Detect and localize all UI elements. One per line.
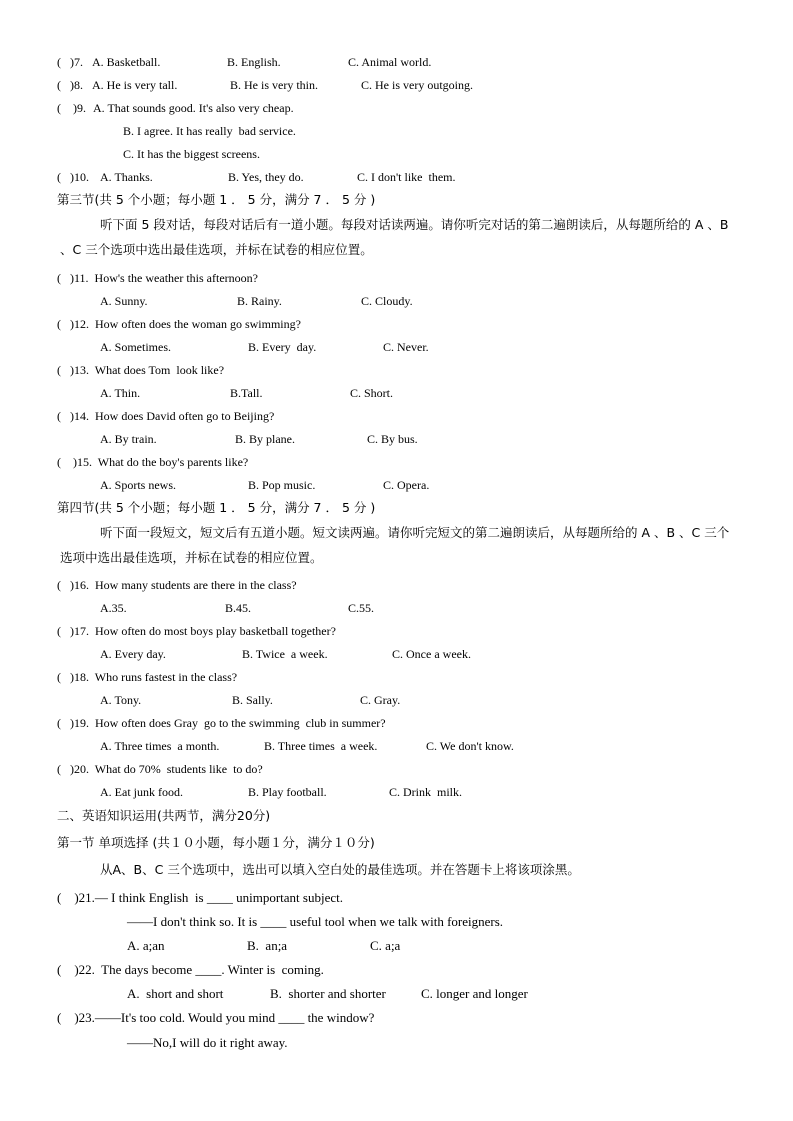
q15-option-c[interactable]: C. Opera. [383, 478, 430, 492]
q10-option-a[interactable]: A. Thanks. [100, 170, 153, 184]
section3-heading: 第三节(共 5 个小题；每小题 1 ． 5 分，满分 7 ． 5 分 ) [57, 192, 376, 207]
q7-option-c[interactable]: C. Animal world. [348, 55, 432, 69]
q16-option-a[interactable]: A.35. [100, 601, 127, 615]
q21-reply: ——I don't think so. It is ____ useful tool when we talk with foreigners. [127, 914, 504, 929]
q12-option-a[interactable]: A. Sometimes. [100, 340, 171, 354]
q22-option-b[interactable]: B. shorter and shorter [270, 986, 386, 1001]
q9-stem: ( )9. [57, 101, 86, 115]
q18-option-b[interactable]: B. Sally. [232, 693, 273, 707]
q11-option-b[interactable]: B. Rainy. [237, 294, 282, 308]
q12-stem: ( )12. How often does the woman go swimming? [57, 317, 301, 331]
q16-stem: ( )16. How many students are there in the class? [57, 578, 297, 592]
q12-option-c[interactable]: C. Never. [383, 340, 429, 354]
q12-option-b[interactable]: B. Every day. [248, 340, 317, 354]
q15-option-b[interactable]: B. Pop music. [248, 478, 316, 492]
q8-stem: ( )8. [57, 78, 83, 92]
q17-option-a[interactable]: A. Every day. [100, 647, 166, 661]
q11-option-c[interactable]: C. Cloudy. [361, 294, 413, 308]
q8-option-a[interactable]: A. He is very tall. [92, 78, 178, 92]
q13-stem: ( )13. What does Tom look like? [57, 363, 225, 377]
q19-option-c[interactable]: C. We don't know. [426, 739, 514, 753]
q20-option-a[interactable]: A. Eat junk food. [100, 785, 183, 799]
q7-option-a[interactable]: A. Basketball. [92, 55, 161, 69]
q23-stem: ( )23.——It's too cold. Would you mind ____ the window? [57, 1010, 375, 1025]
q14-option-a[interactable]: A. By train. [100, 432, 157, 446]
q19-stem: ( )19. How often does Gray go to the swimming club in summer? [57, 716, 386, 730]
q14-stem: ( )14. How does David often go to Beijing? [57, 409, 275, 423]
q22-option-c[interactable]: C. longer and longer [421, 986, 528, 1001]
q10-stem: ( )10. [57, 170, 89, 184]
q13-option-a[interactable]: A. Thin. [100, 386, 141, 400]
q17-option-c[interactable]: C. Once a week. [392, 647, 471, 661]
q7-option-b[interactable]: B. English. [227, 55, 281, 69]
q18-stem: ( )18. Who runs fastest in the class? [57, 670, 238, 684]
q9-option-a[interactable]: A. That sounds good. It's also very cheap. [93, 101, 294, 115]
q20-option-b[interactable]: B. Play football. [248, 785, 327, 799]
q16-option-b[interactable]: B.45. [225, 601, 252, 615]
part2-section1-heading: 第一节 单项选择 (共１０小题，每小题１分，满分１０分) [57, 835, 375, 850]
q19-option-b[interactable]: B. Three times a week. [264, 739, 378, 753]
q15-option-a[interactable]: A. Sports news. [100, 478, 177, 492]
q15-stem: ( )15. What do the boy's parents like? [57, 455, 249, 469]
section4-instruction: 听下面一段短文，短文后有五道小题。短文读两遍。请你听完短文的第二遍朗读后，从每题所给的 A 、B 、C 三个选项中选出最佳选项，并标在试卷的相应位置。 [60, 525, 730, 565]
q17-option-b[interactable]: B. Twice a week. [242, 647, 328, 661]
q21-option-a[interactable]: A. a;an [127, 938, 165, 953]
q23-reply: ——No,I will do it right away. [127, 1035, 288, 1050]
part2-instruction: 从A、B、C 三个选项中，选出可以填入空白处的最佳选项。并在答题卡上将该项涂黑。 [100, 862, 580, 877]
q7-stem: ( )7. [57, 55, 83, 69]
q20-stem: ( )20. What do 70% students like to do? [57, 762, 263, 776]
q10-option-b[interactable]: B. Yes, they do. [228, 170, 304, 184]
q14-option-b[interactable]: B. By plane. [235, 432, 295, 446]
q17-stem: ( )17. How often do most boys play basketball together? [57, 624, 336, 638]
q13-option-b[interactable]: B.Tall. [230, 386, 263, 400]
q10-option-c[interactable]: C. I don't like them. [357, 170, 456, 184]
q8-option-c[interactable]: C. He is very outgoing. [361, 78, 473, 92]
q14-option-c[interactable]: C. By bus. [367, 432, 418, 446]
q16-option-c[interactable]: C.55. [348, 601, 375, 615]
q13-option-c[interactable]: C. Short. [350, 386, 394, 400]
q22-option-a[interactable]: A. short and short [127, 986, 224, 1001]
q21-stem: ( )21.— I think English is ____ unimportant subject. [57, 890, 343, 905]
q8-option-b[interactable]: B. He is very thin. [230, 78, 318, 92]
q18-option-a[interactable]: A. Tony. [100, 693, 142, 707]
part2-heading: 二、英语知识运用(共两节，满分20分) [57, 808, 271, 823]
q9-option-b[interactable]: B. I agree. It has really bad service. [123, 124, 296, 138]
q21-option-c[interactable]: C. a;a [370, 938, 401, 953]
q21-option-b[interactable]: B. an;a [247, 938, 288, 953]
q11-option-a[interactable]: A. Sunny. [100, 294, 148, 308]
q9-option-c[interactable]: C. It has the biggest screens. [123, 147, 260, 161]
q11-stem: ( )11. How's the weather this afternoon? [57, 271, 258, 285]
q20-option-c[interactable]: C. Drink milk. [389, 785, 463, 799]
q19-option-a[interactable]: A. Three times a month. [100, 739, 220, 753]
section4-heading: 第四节(共 5 个小题；每小题 1 ． 5 分，满分 7 ． 5 分 ) [57, 500, 376, 515]
section3-instruction: 听下面 5 段对话，每段对话后有一道小题。每段对话读两遍。请你听完对话的第二遍朗读后，从每题所给的 A 、B 、C 三个选项中选出最佳选项，并标在试卷的相应位置。 [60, 217, 729, 257]
q18-option-c[interactable]: C. Gray. [360, 693, 401, 707]
q22-stem: ( )22. The days become ____. Winter is coming. [57, 962, 324, 977]
